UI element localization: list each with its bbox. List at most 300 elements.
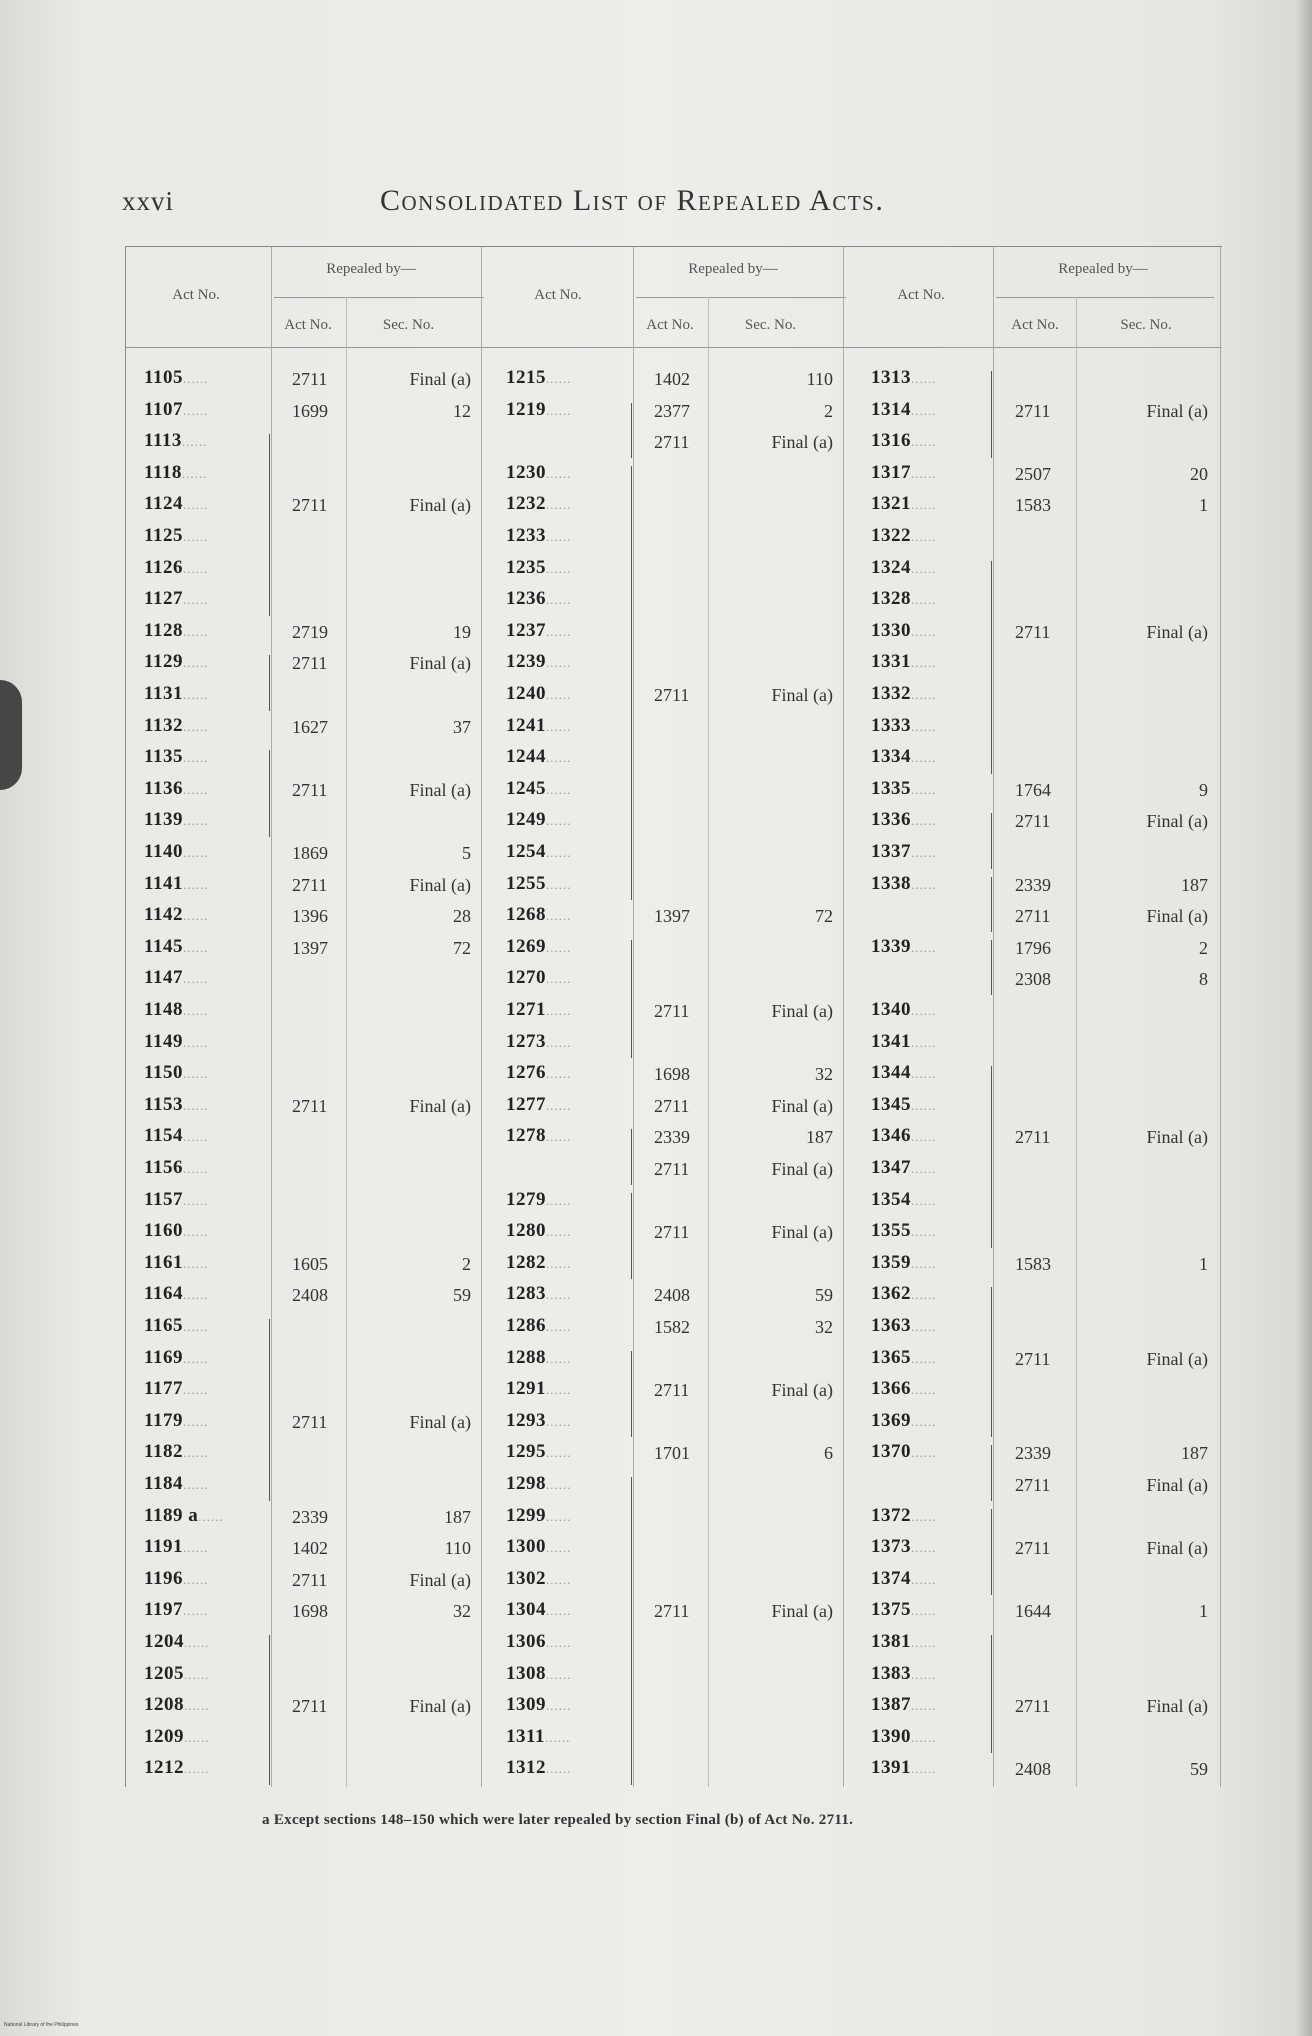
leader-dots: ...... bbox=[546, 497, 572, 513]
act-number: 1150...... bbox=[144, 1062, 209, 1084]
leader-dots: ...... bbox=[911, 687, 937, 702]
leader-dots: ...... bbox=[911, 845, 937, 860]
leader-dots: ...... bbox=[182, 939, 209, 955]
section-number: Final (a) bbox=[1146, 1475, 1208, 1495]
section-number: Final (a) bbox=[409, 495, 471, 516]
leader-dots: ...... bbox=[546, 687, 572, 702]
act-number: 1283...... bbox=[506, 1283, 572, 1305]
header-act-no-2: Act No. bbox=[534, 287, 582, 303]
leader-dots: ...... bbox=[911, 1698, 937, 1714]
leader-dots: ...... bbox=[546, 750, 572, 766]
section-number: Final (a) bbox=[771, 1380, 833, 1401]
repealing-act-number: 1397 bbox=[654, 906, 690, 927]
act-number: 1140...... bbox=[144, 841, 209, 862]
column-rule bbox=[1220, 247, 1221, 1787]
page-title: Consolidated List of Repealed Acts. bbox=[380, 184, 885, 217]
footnote: a Except sections 148–150 which were later repealed by section Final (b) of Act No. 2711. bbox=[262, 1812, 854, 1828]
section-number: Final (a) bbox=[1146, 621, 1208, 642]
leader-dots: ...... bbox=[911, 529, 937, 544]
group-brace bbox=[269, 655, 276, 710]
section-number: Final (a) bbox=[771, 1601, 833, 1622]
header-rule bbox=[996, 297, 1214, 298]
act-number: 1345...... bbox=[871, 1093, 937, 1115]
section-number: 32 bbox=[815, 1317, 833, 1337]
leader-dots: ...... bbox=[911, 750, 937, 766]
leader-dots: ...... bbox=[182, 1319, 209, 1334]
repealing-act-number: 2711 bbox=[1015, 1348, 1051, 1369]
act-number: 1154...... bbox=[144, 1125, 209, 1147]
act-number: 1141...... bbox=[144, 872, 209, 894]
act-number: 1373...... bbox=[871, 1536, 937, 1558]
repealing-act-number: 2711 bbox=[1015, 400, 1051, 421]
leader-dots: ...... bbox=[184, 1761, 210, 1777]
act-number: 1270...... bbox=[506, 967, 572, 989]
leader-dots: ...... bbox=[182, 1066, 209, 1082]
leader-dots: ...... bbox=[546, 371, 572, 386]
leader-dots: ...... bbox=[911, 465, 937, 481]
repealing-act-number: 2711 bbox=[292, 653, 328, 674]
leader-dots: ...... bbox=[546, 1319, 572, 1334]
act-number: 1372...... bbox=[871, 1504, 937, 1526]
repealing-act-number: 1698 bbox=[292, 1601, 328, 1622]
leader-dots: ...... bbox=[182, 1382, 209, 1398]
leader-dots: ...... bbox=[182, 1413, 209, 1429]
act-number: 1177...... bbox=[144, 1378, 209, 1400]
leader-dots: ...... bbox=[546, 939, 572, 955]
act-number: 1208...... bbox=[144, 1694, 210, 1716]
leader-dots: ...... bbox=[546, 465, 572, 481]
act-number: 1322...... bbox=[871, 525, 937, 546]
repealing-act-number: 2408 bbox=[292, 1285, 328, 1306]
leader-dots: ...... bbox=[182, 750, 209, 766]
act-number: 1282...... bbox=[506, 1251, 572, 1273]
leader-dots: ...... bbox=[182, 718, 209, 734]
repealing-act-number: 1796 bbox=[1015, 937, 1051, 958]
repealing-act-number: 1764 bbox=[1015, 779, 1051, 800]
repealing-act-number: 2339 bbox=[654, 1127, 690, 1148]
leader-dots: ...... bbox=[182, 529, 209, 544]
act-number: 1335...... bbox=[871, 777, 937, 799]
section-number: 59 bbox=[815, 1285, 833, 1306]
act-number: 1387...... bbox=[871, 1694, 937, 1716]
leader-dots: ...... bbox=[182, 623, 209, 639]
act-number: 1182...... bbox=[144, 1441, 209, 1463]
act-number: 1375...... bbox=[871, 1599, 937, 1621]
header-sub-act-2: Act No. bbox=[646, 317, 694, 333]
leader-dots: ...... bbox=[546, 1129, 572, 1145]
leader-dots: ...... bbox=[911, 1224, 937, 1240]
act-number: 1391...... bbox=[871, 1757, 937, 1779]
header-rule bbox=[636, 297, 846, 298]
leader-dots: ...... bbox=[182, 1603, 209, 1619]
leader-dots: ...... bbox=[911, 1350, 937, 1366]
leader-dots: ...... bbox=[182, 971, 209, 987]
act-number: 1135...... bbox=[144, 746, 209, 768]
leader-dots: ...... bbox=[182, 371, 209, 386]
leader-dots: ...... bbox=[546, 1413, 572, 1429]
act-number: 1311...... bbox=[506, 1725, 571, 1747]
act-number: 1215...... bbox=[506, 367, 572, 388]
group-brace bbox=[631, 403, 638, 458]
section-number: 110 bbox=[444, 1538, 471, 1559]
section-number: 187 bbox=[806, 1127, 833, 1148]
section-number: 28 bbox=[453, 906, 471, 927]
act-number: 1129...... bbox=[144, 651, 209, 673]
act-number: 1268...... bbox=[506, 904, 572, 926]
leader-dots: ...... bbox=[911, 1635, 937, 1650]
act-number: 1113...... bbox=[144, 430, 208, 452]
section-number: Final (a) bbox=[409, 653, 471, 674]
act-number: 1205...... bbox=[144, 1662, 210, 1684]
leader-dots: ...... bbox=[546, 1761, 572, 1777]
group-brace bbox=[631, 1193, 638, 1280]
act-number: 1308...... bbox=[506, 1662, 572, 1684]
leader-dots: ...... bbox=[546, 592, 572, 608]
act-number: 1136...... bbox=[144, 777, 209, 799]
section-number: Final (a) bbox=[1146, 400, 1208, 421]
group-brace bbox=[631, 1351, 638, 1438]
section-number: 5 bbox=[462, 843, 471, 863]
act-number: 1333...... bbox=[871, 714, 937, 736]
leader-dots: ...... bbox=[911, 1508, 937, 1524]
leader-dots: ...... bbox=[546, 1224, 572, 1240]
leader-dots: ...... bbox=[182, 1161, 209, 1176]
act-number: 1184...... bbox=[144, 1473, 209, 1494]
leader-dots: ...... bbox=[911, 1129, 937, 1145]
leader-dots: ...... bbox=[911, 1413, 937, 1429]
repealing-act-number: 1869 bbox=[292, 843, 328, 863]
act-number: 1312...... bbox=[506, 1757, 572, 1779]
repealing-act-number: 2711 bbox=[292, 495, 328, 516]
leader-dots: ...... bbox=[911, 939, 937, 955]
leader-dots: ...... bbox=[182, 1540, 209, 1556]
act-number: 1324...... bbox=[871, 556, 937, 578]
repealing-act-number: 1698 bbox=[654, 1064, 690, 1085]
act-number: 1147...... bbox=[144, 967, 209, 989]
act-number: 1235...... bbox=[506, 556, 572, 578]
group-brace bbox=[269, 1635, 276, 1785]
act-number: 1313...... bbox=[871, 367, 937, 388]
act-number: 1212...... bbox=[144, 1757, 210, 1779]
section-number: 37 bbox=[453, 716, 471, 737]
group-brace bbox=[269, 750, 276, 837]
leader-dots: ...... bbox=[546, 781, 572, 797]
act-number: 1334...... bbox=[871, 746, 937, 768]
act-number: 1132...... bbox=[144, 714, 209, 736]
leader-dots: ...... bbox=[911, 1540, 937, 1556]
act-number: 1278...... bbox=[506, 1125, 572, 1147]
leader-dots: ...... bbox=[546, 1698, 572, 1714]
repealing-act-number: 1396 bbox=[292, 906, 328, 927]
leader-dots: ...... bbox=[911, 1729, 937, 1745]
leader-dots: ...... bbox=[182, 1255, 209, 1271]
act-number: 1369...... bbox=[871, 1409, 937, 1431]
leader-dots: ...... bbox=[911, 1319, 937, 1334]
act-number: 1341...... bbox=[871, 1030, 937, 1052]
repealing-act-number: 2711 bbox=[654, 1222, 690, 1243]
section-number: Final (a) bbox=[771, 432, 833, 453]
leader-dots: ...... bbox=[546, 1508, 572, 1524]
act-number: 1145...... bbox=[144, 935, 209, 957]
leader-dots: ...... bbox=[546, 1350, 572, 1366]
act-number: 1286...... bbox=[506, 1315, 572, 1336]
leader-dots: ...... bbox=[911, 1287, 937, 1303]
leader-dots: ...... bbox=[546, 1097, 572, 1113]
header-sub-sec-2: Sec. No. bbox=[744, 317, 797, 333]
leader-dots: ...... bbox=[546, 1477, 572, 1492]
section-number: Final (a) bbox=[1146, 811, 1208, 832]
repealing-act-number: 2711 bbox=[1015, 1475, 1051, 1495]
repealed-acts-table bbox=[125, 246, 1222, 1787]
leader-dots: ...... bbox=[546, 402, 572, 418]
repealing-act-number: 2711 bbox=[292, 1569, 328, 1590]
leader-dots: ...... bbox=[182, 655, 209, 671]
section-number: Final (a) bbox=[771, 1001, 833, 1021]
act-number: 1316...... bbox=[871, 430, 937, 452]
act-number: 1279...... bbox=[506, 1188, 572, 1210]
act-number: 1169...... bbox=[144, 1346, 209, 1368]
library-credit: National Library of the Philippines bbox=[4, 2022, 79, 2028]
leader-dots: ...... bbox=[546, 813, 572, 829]
repealing-act-number: 2711 bbox=[1015, 1538, 1051, 1559]
act-number: 1237...... bbox=[506, 619, 572, 641]
group-brace bbox=[991, 1066, 998, 1248]
column-rule bbox=[1076, 297, 1077, 1787]
repealing-act-number: 1605 bbox=[292, 1253, 328, 1274]
leader-dots: ...... bbox=[911, 592, 937, 608]
leader-dots: ...... bbox=[182, 876, 209, 892]
repealing-act-number: 2711 bbox=[654, 1380, 690, 1401]
act-number: 1127...... bbox=[144, 588, 209, 610]
act-number: 1365...... bbox=[871, 1346, 937, 1368]
repealing-act-number: 2711 bbox=[292, 779, 328, 800]
section-number: 2 bbox=[824, 400, 833, 421]
leader-dots: ...... bbox=[546, 1445, 572, 1461]
section-number: Final (a) bbox=[1146, 1538, 1208, 1559]
repealing-act-number: 2711 bbox=[654, 432, 690, 453]
section-number: 32 bbox=[815, 1064, 833, 1085]
leader-dots: ...... bbox=[546, 560, 572, 576]
repealing-act-number: 2711 bbox=[654, 1001, 690, 1021]
leader-dots: ...... bbox=[546, 529, 572, 544]
header-sub-sec-3: Sec. No. bbox=[1120, 317, 1172, 333]
act-number: 1276...... bbox=[506, 1062, 572, 1084]
repealing-act-number: 2711 bbox=[1015, 811, 1051, 832]
act-number: 1370...... bbox=[871, 1441, 937, 1463]
section-number: Final (a) bbox=[409, 369, 471, 389]
leader-dots: ...... bbox=[911, 1034, 937, 1050]
act-number: 1179...... bbox=[144, 1409, 209, 1431]
act-number: 1254...... bbox=[506, 841, 572, 862]
section-number: Final (a) bbox=[771, 1095, 833, 1116]
leader-dots: ...... bbox=[911, 1603, 937, 1619]
section-number: Final (a) bbox=[771, 1222, 833, 1243]
act-number: 1124...... bbox=[144, 493, 209, 515]
group-brace bbox=[991, 877, 998, 932]
leader-dots: ...... bbox=[546, 718, 572, 734]
act-number: 1344...... bbox=[871, 1062, 937, 1084]
section-number: 8 bbox=[1199, 969, 1208, 990]
leader-dots: ...... bbox=[546, 1382, 572, 1398]
leader-dots: ...... bbox=[182, 1350, 209, 1366]
header-sub-act-1: Act No. bbox=[284, 317, 332, 333]
leader-dots: ...... bbox=[546, 655, 572, 671]
act-number: 1347...... bbox=[871, 1157, 937, 1178]
section-number: 72 bbox=[815, 906, 833, 927]
act-number: 1331...... bbox=[871, 651, 937, 673]
column-rule bbox=[346, 297, 347, 1787]
repealing-act-number: 2711 bbox=[292, 1095, 328, 1116]
section-number: 9 bbox=[1199, 779, 1208, 800]
act-number: 1362...... bbox=[871, 1283, 937, 1305]
leader-dots: ...... bbox=[184, 1729, 210, 1745]
leader-dots: ...... bbox=[184, 1666, 210, 1682]
leader-dots: ...... bbox=[182, 592, 209, 608]
act-number: 1204...... bbox=[144, 1631, 210, 1652]
leader-dots: ...... bbox=[911, 718, 937, 734]
leader-dots: ...... bbox=[911, 813, 937, 829]
repealing-act-number: 2339 bbox=[1015, 1443, 1051, 1464]
leader-dots: ...... bbox=[546, 1571, 572, 1587]
leader-dots: ...... bbox=[546, 623, 572, 639]
act-number: 1255...... bbox=[506, 872, 572, 894]
leader-dots: ...... bbox=[911, 1161, 937, 1176]
section-number: 6 bbox=[824, 1443, 833, 1464]
leader-dots: ...... bbox=[911, 1097, 937, 1113]
act-number: 1280...... bbox=[506, 1220, 572, 1242]
act-number: 1219...... bbox=[506, 398, 572, 420]
act-number: 1366...... bbox=[871, 1378, 937, 1400]
leader-dots: ...... bbox=[182, 813, 209, 829]
section-number: Final (a) bbox=[771, 1159, 833, 1179]
leader-dots: ...... bbox=[182, 1571, 209, 1587]
section-number: 12 bbox=[453, 400, 471, 421]
leader-dots: ...... bbox=[911, 1666, 937, 1682]
leader-dots: ...... bbox=[182, 781, 209, 797]
leader-dots: ...... bbox=[198, 1508, 224, 1524]
group-brace bbox=[991, 561, 998, 774]
leader-dots: ...... bbox=[911, 623, 937, 639]
act-number: 1354...... bbox=[871, 1188, 937, 1210]
act-number: 1241...... bbox=[506, 714, 572, 736]
act-number: 1328...... bbox=[871, 588, 937, 610]
repealing-act-number: 2408 bbox=[654, 1285, 690, 1306]
section-number: Final (a) bbox=[409, 1696, 471, 1717]
repealing-act-number: 2377 bbox=[654, 400, 690, 421]
leader-dots: ...... bbox=[911, 1066, 937, 1082]
act-number: 1153...... bbox=[144, 1093, 209, 1115]
act-number: 1277...... bbox=[506, 1093, 572, 1115]
section-number: Final (a) bbox=[409, 1411, 471, 1432]
leader-dots: ...... bbox=[182, 908, 209, 924]
leader-dots: ...... bbox=[546, 1635, 572, 1650]
leader-dots: ...... bbox=[911, 1382, 937, 1398]
section-number: 1 bbox=[1199, 1253, 1208, 1274]
act-number: 1330...... bbox=[871, 619, 937, 641]
section-number: 19 bbox=[453, 621, 471, 642]
act-number: 1332...... bbox=[871, 683, 937, 704]
act-number: 1196...... bbox=[144, 1567, 209, 1589]
act-number: 1244...... bbox=[506, 746, 572, 768]
section-number: Final (a) bbox=[409, 779, 471, 800]
act-number: 1191...... bbox=[144, 1536, 209, 1558]
act-number: 1107...... bbox=[144, 398, 209, 420]
section-number: Final (a) bbox=[1146, 1127, 1208, 1148]
repealing-act-number: 2711 bbox=[292, 1411, 328, 1432]
act-number: 1209...... bbox=[144, 1725, 210, 1747]
leader-dots: ...... bbox=[546, 1666, 572, 1682]
binding-shadow bbox=[0, 680, 22, 790]
act-number: 1165...... bbox=[144, 1315, 209, 1336]
act-number: 1321...... bbox=[871, 493, 937, 515]
act-number: 1271...... bbox=[506, 999, 572, 1020]
section-number: Final (a) bbox=[409, 1569, 471, 1590]
act-number: 1148...... bbox=[144, 999, 209, 1020]
repealing-act-number: 2711 bbox=[1015, 1127, 1051, 1148]
repealing-act-number: 2711 bbox=[654, 1095, 690, 1116]
leader-dots: ...... bbox=[911, 497, 937, 513]
leader-dots: ...... bbox=[182, 1287, 209, 1303]
section-number: 1 bbox=[1199, 495, 1208, 516]
leader-dots: ...... bbox=[182, 1097, 209, 1113]
act-number: 1139...... bbox=[144, 809, 209, 831]
repealing-act-number: 2711 bbox=[1015, 906, 1051, 927]
act-number: 1269...... bbox=[506, 935, 572, 957]
column-rule bbox=[843, 247, 844, 1787]
act-number: 1338...... bbox=[871, 872, 937, 894]
repealing-act-number: 1583 bbox=[1015, 495, 1051, 516]
leader-dots: ...... bbox=[546, 1034, 572, 1050]
group-brace bbox=[631, 1477, 638, 1785]
leader-dots: ...... bbox=[182, 1192, 209, 1208]
act-number: 1157...... bbox=[144, 1188, 209, 1210]
act-number: 1336...... bbox=[871, 809, 937, 831]
leader-dots: ...... bbox=[546, 1287, 572, 1303]
repealing-act-number: 1397 bbox=[292, 937, 328, 958]
repealing-act-number: 2711 bbox=[292, 369, 328, 389]
group-brace bbox=[991, 1445, 998, 1500]
section-number: Final (a) bbox=[1146, 1696, 1208, 1717]
repealing-act-number: 1583 bbox=[1015, 1253, 1051, 1274]
group-brace bbox=[269, 1319, 276, 1501]
leader-dots: ...... bbox=[544, 1729, 571, 1745]
act-number: 1149...... bbox=[144, 1030, 209, 1052]
act-number: 1337...... bbox=[871, 841, 937, 862]
act-number: 1355...... bbox=[871, 1220, 937, 1242]
group-brace bbox=[631, 940, 638, 1058]
repealing-act-number: 2711 bbox=[292, 874, 328, 895]
page-edge-shadow bbox=[1296, 0, 1312, 2036]
repealing-act-number: 1402 bbox=[292, 1538, 328, 1559]
column-rule bbox=[481, 247, 482, 1787]
leader-dots: ...... bbox=[184, 1635, 210, 1650]
repealing-act-number: 2308 bbox=[1015, 969, 1051, 990]
group-brace bbox=[991, 1287, 998, 1437]
act-number: 1291...... bbox=[506, 1378, 572, 1400]
act-number: 1197...... bbox=[144, 1599, 209, 1621]
header-act-no-1: Act No. bbox=[172, 287, 220, 303]
leader-dots: ...... bbox=[911, 1003, 937, 1018]
act-number: 1288...... bbox=[506, 1346, 572, 1368]
leader-dots: ...... bbox=[546, 1003, 572, 1018]
leader-dots: ...... bbox=[182, 1224, 209, 1240]
section-number: 187 bbox=[444, 1506, 471, 1527]
act-number: 1230...... bbox=[506, 461, 572, 483]
section-number: 72 bbox=[453, 937, 471, 958]
group-brace bbox=[631, 466, 638, 900]
act-number: 1309...... bbox=[506, 1694, 572, 1716]
leader-dots: ...... bbox=[184, 1698, 210, 1714]
